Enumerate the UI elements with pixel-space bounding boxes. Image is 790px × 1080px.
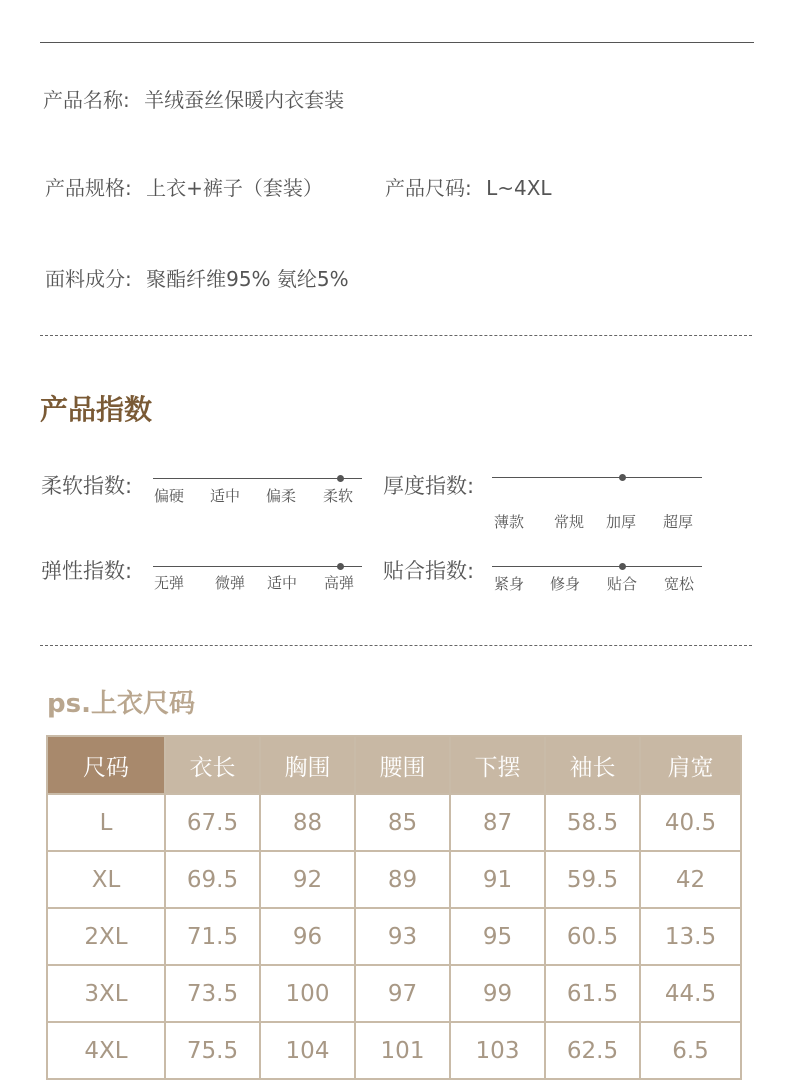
thickness-option: 薄款 — [494, 513, 525, 531]
product-size-value: L~4XL — [486, 176, 552, 200]
elasticity-scale-marker — [337, 563, 344, 570]
index-section-title: 产品指数 — [40, 393, 153, 426]
thickness-option: 超厚 — [663, 513, 694, 531]
column-header: 衣长 — [165, 736, 260, 794]
table-cell: 2XL — [47, 908, 165, 965]
product-name-row — [43, 84, 344, 113]
table-cell: 93 — [355, 908, 450, 965]
column-header: 肩宽 — [640, 736, 741, 794]
product-size-label: 产品尺码: — [385, 176, 472, 200]
column-header: 下摆 — [450, 736, 545, 794]
column-header: 腰围 — [355, 736, 450, 794]
table-row — [47, 1022, 741, 1079]
thickness-index-label: 厚度指数: — [383, 474, 475, 498]
elasticity-scale-line — [153, 566, 362, 567]
table-cell: 88 — [260, 794, 355, 851]
table-cell: 71.5 — [165, 908, 260, 965]
table-row — [47, 908, 741, 965]
table-cell: 75.5 — [165, 1022, 260, 1079]
table-cell: 60.5 — [545, 908, 640, 965]
table-cell: 61.5 — [545, 965, 640, 1022]
table-cell: 4XL — [47, 1022, 165, 1079]
product-name-value: 羊绒蚕丝保暖内衣套装 — [144, 88, 345, 112]
elasticity-index-label: 弹性指数: — [41, 559, 133, 583]
table-cell: XL — [47, 851, 165, 908]
thickness-option: 加厚 — [606, 513, 637, 531]
softness-option: 偏柔 — [266, 487, 297, 505]
table-cell: 40.5 — [640, 794, 741, 851]
product-spec-label: 产品规格: — [45, 176, 132, 200]
thickness-scale-marker — [619, 474, 626, 481]
table-cell: 95 — [450, 908, 545, 965]
table-row — [47, 851, 741, 908]
softness-scale-marker — [337, 475, 344, 482]
size-table-title: ps.上衣尺码 — [47, 689, 195, 719]
fit-option: 修身 — [550, 575, 581, 593]
thickness-scale-line — [492, 477, 702, 478]
softness-option: 适中 — [210, 487, 241, 505]
thickness-option: 常规 — [554, 513, 585, 531]
column-header: 尺码 — [47, 736, 165, 794]
table-cell: 96 — [260, 908, 355, 965]
table-cell: 92 — [260, 851, 355, 908]
table-cell: 58.5 — [545, 794, 640, 851]
table-cell: 69.5 — [165, 851, 260, 908]
table-header-row — [47, 736, 741, 794]
table-cell: 67.5 — [165, 794, 260, 851]
table-cell: 44.5 — [640, 965, 741, 1022]
fit-option: 贴合 — [607, 575, 638, 593]
size-table — [46, 735, 742, 1080]
fit-index-label: 贴合指数: — [383, 559, 475, 583]
table-row — [47, 965, 741, 1022]
table-cell: 103 — [450, 1022, 545, 1079]
table-cell: 91 — [450, 851, 545, 908]
table-cell: 89 — [355, 851, 450, 908]
elasticity-option: 微弹 — [215, 574, 246, 592]
table-cell: 13.5 — [640, 908, 741, 965]
table-cell: 85 — [355, 794, 450, 851]
table-cell: 3XL — [47, 965, 165, 1022]
dashed-divider — [40, 335, 752, 336]
fit-option: 宽松 — [664, 575, 695, 593]
table-cell: 104 — [260, 1022, 355, 1079]
table-cell: 73.5 — [165, 965, 260, 1022]
table-cell: 42 — [640, 851, 741, 908]
fabric-label: 面料成分: — [45, 267, 132, 291]
elasticity-option: 高弹 — [324, 574, 355, 592]
product-size-row — [385, 172, 552, 201]
table-cell: 101 — [355, 1022, 450, 1079]
table-cell: 59.5 — [545, 851, 640, 908]
fabric-value: 聚酯纤维95% 氨纶5% — [146, 267, 349, 291]
table-cell: L — [47, 794, 165, 851]
softness-option: 柔软 — [323, 487, 354, 505]
fit-scale-marker — [619, 563, 626, 570]
softness-option: 偏硬 — [154, 487, 185, 505]
dashed-divider — [40, 645, 752, 646]
product-spec-value: 上衣+裤子（套装） — [146, 176, 323, 200]
elasticity-option: 适中 — [267, 574, 298, 592]
product-name-label: 产品名称: — [43, 88, 130, 112]
table-cell: 6.5 — [640, 1022, 741, 1079]
table-cell: 87 — [450, 794, 545, 851]
table-cell: 100 — [260, 965, 355, 1022]
column-header: 胸围 — [260, 736, 355, 794]
top-divider — [40, 42, 754, 43]
softness-scale-line — [153, 478, 362, 479]
fabric-row — [45, 263, 349, 292]
table-cell: 62.5 — [545, 1022, 640, 1079]
column-header: 袖长 — [545, 736, 640, 794]
table-cell: 97 — [355, 965, 450, 1022]
table-row — [47, 794, 741, 851]
product-spec-row — [45, 172, 323, 201]
elasticity-option: 无弹 — [154, 574, 185, 592]
softness-index-label: 柔软指数: — [41, 474, 133, 498]
fit-scale-line — [492, 566, 702, 567]
table-cell: 99 — [450, 965, 545, 1022]
fit-option: 紧身 — [494, 575, 525, 593]
